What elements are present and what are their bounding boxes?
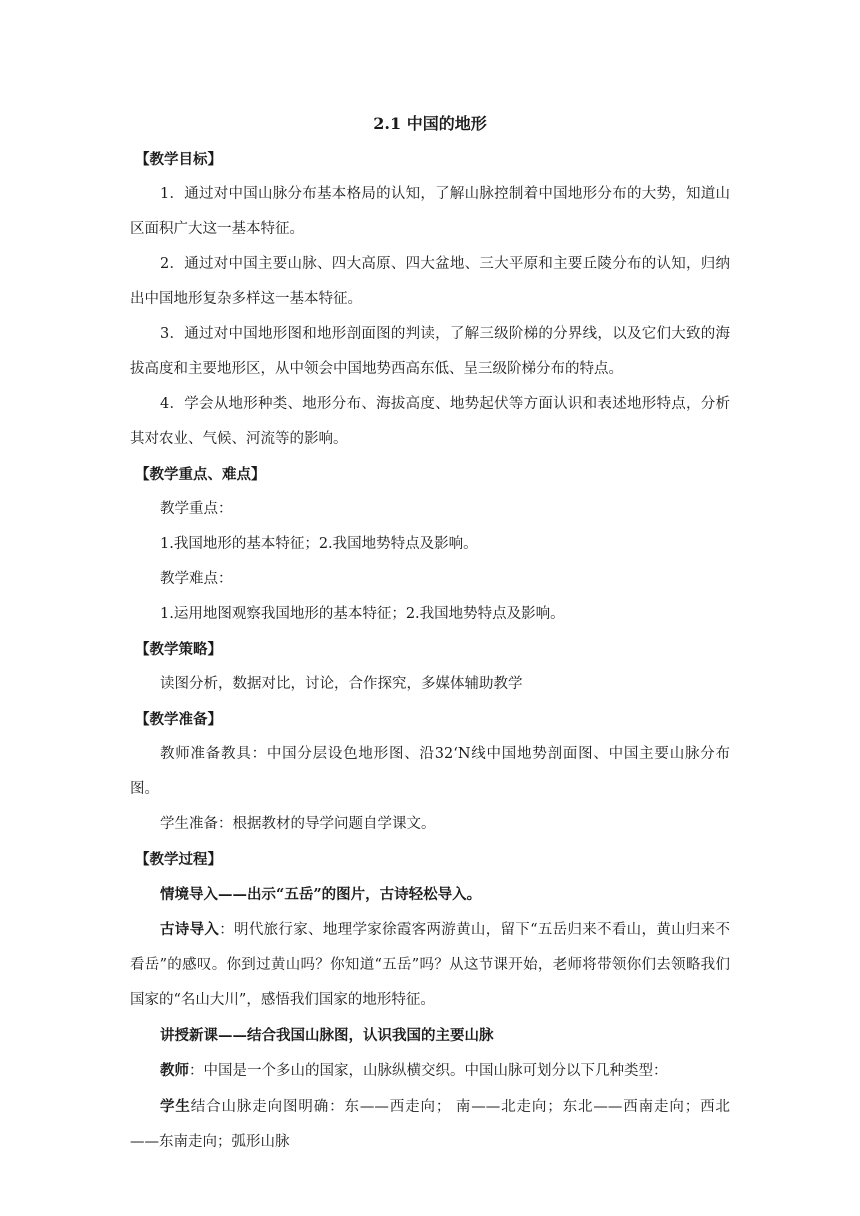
- student-paragraph: [130, 1089, 730, 1160]
- difficulty-label: 教学难点：: [160, 571, 233, 587]
- teacher-text: ：中国是一个多山的国家，山脉纵横交织。中国山脉可划分以下几种类型：: [189, 1063, 668, 1079]
- goal-item: 3．通过对中国地形图和地形剖面图的判读，了解三级阶梯的分界线，以及它们大致的海拔高度和主要地形区，从中领会中国地势西高东低、呈三级阶梯分布的特点。: [130, 326, 730, 377]
- goal-item: 1．通过对中国山脉分布基本格局的认知，了解山脉控制着中国地形分布的大势，知道山区面积广大这一基本特征。: [130, 186, 730, 237]
- student-label: 学生: [160, 1098, 191, 1115]
- page-title: 2.1 中国的地形: [373, 114, 487, 133]
- focus-label: 教学重点：: [160, 501, 233, 517]
- difficulty-text: 1.运用地图观察我国地形的基本特征；2.我国地势特点及影响。: [160, 606, 565, 622]
- poem-label: 古诗导入: [160, 921, 220, 938]
- teacher-label: 教师: [160, 1062, 189, 1079]
- goal-item: 2．通过对中国主要山脉、四大高原、四大盆地、三大平原和主要丘陵分布的认知，归纳出中国地形复杂多样这一基本特征。: [130, 256, 730, 307]
- goal-item: 4．学会从地形种类、地形分布、海拔高度、地势起伏等方面认识和表述地形特点，分析其对农业、气候、河流等的影响。: [130, 396, 730, 447]
- student-text: 结合山脉走向图明确：东——西走向； 南——北走向；东北——西南走向；西北——东南走向；弧形山脉: [130, 1099, 731, 1150]
- poem-text: ：明代旅行家、地理学家徐霞客两游黄山，留下“五岳归来不看山，黄山归来不看岳”的感叹。你到过黄山吗？你知道“五岳”吗？从这节课开始，老师将带领你们去领略我们国家的“名山大川”，感悟我们国家的地形特征。: [130, 922, 730, 1008]
- strategy-heading: 【教学策略】: [135, 641, 222, 658]
- teacher-prep: 教师准备教具：中国分层设色地形图、沿32‘N线中国地势剖面图、中国主要山脉分布图。: [130, 746, 730, 797]
- prep-heading: 【教学准备】: [135, 711, 222, 728]
- poem-paragraph: [130, 912, 730, 1018]
- document-body: [130, 110, 730, 1160]
- strategy-text: 读图分析，数据对比，讨论，合作探究，多媒体辅助教学: [160, 676, 523, 692]
- process-heading: 【教学过程】: [135, 851, 222, 868]
- student-prep: 学生准备：根据教材的导学问题自学课文。: [160, 816, 436, 832]
- intro-title: 情境导入——出示“五岳”的图片，古诗轻松导入。: [160, 886, 482, 903]
- focus-text: 1.我国地形的基本特征；2.我国地势特点及影响。: [160, 536, 478, 552]
- teacher-paragraph: [130, 1053, 730, 1089]
- new-lesson-title: 讲授新课——结合我国山脉图，认识我国的主要山脉: [160, 1027, 494, 1044]
- goals-heading: 【教学目标】: [135, 151, 222, 168]
- keypoints-heading: 【教学重点、难点】: [135, 466, 266, 483]
